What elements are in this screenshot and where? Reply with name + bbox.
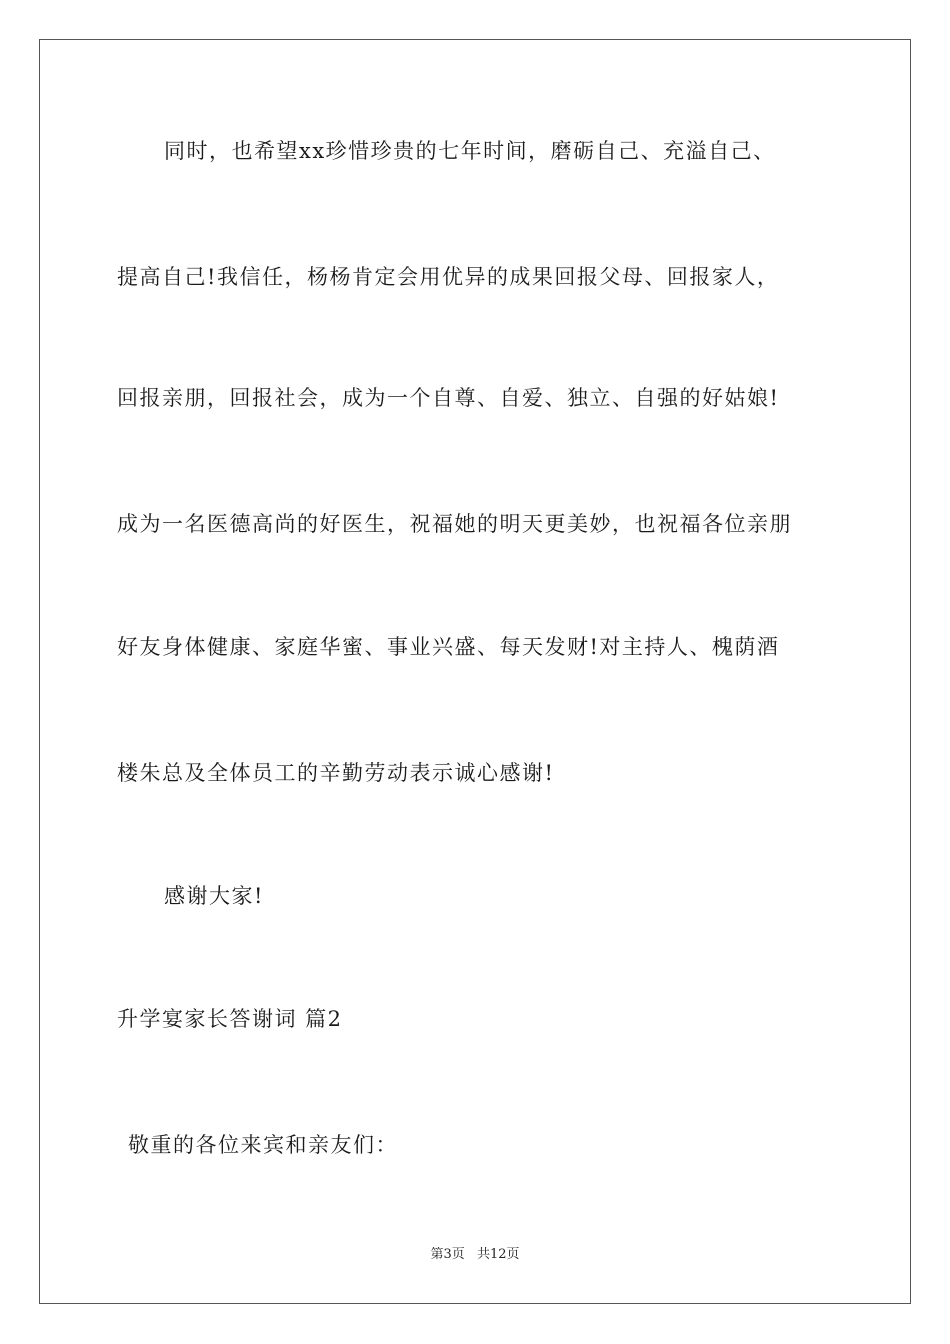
closing-line: 感谢大家! <box>164 884 264 908</box>
paragraph-line: 楼朱总及全体员工的辛勤劳动表示诚心感谢! <box>117 761 555 785</box>
paragraph-line: 好友身体健康、家庭华蜜、事业兴盛、每天发财!对主持人、槐荫酒 <box>117 635 780 659</box>
total-pages: 共12页 <box>476 1247 520 1262</box>
paragraph-line: 同时，也希望xx珍惜珍贵的七年时间，磨砺自己、充溢自己、 <box>164 139 776 163</box>
paragraph-line: 回报亲朋，回报社会，成为一个自尊、自爱、独立、自强的好姑娘! <box>117 386 780 410</box>
salutation-line: 敬重的各位来宾和亲友们： <box>128 1133 398 1157</box>
page-border <box>39 39 911 1304</box>
section-heading: 升学宴家长答谢词 篇2 <box>117 1007 343 1031</box>
paragraph-line: 成为一名医德高尚的好医生，祝福她的明天更美妙，也祝福各位亲朋 <box>117 512 792 536</box>
paragraph-line: 提高自己!我信任，杨杨肯定会用优异的成果回报父母、回报家人， <box>117 265 780 289</box>
page-number: 第3页 <box>430 1247 465 1262</box>
page-footer <box>0 1245 950 1265</box>
